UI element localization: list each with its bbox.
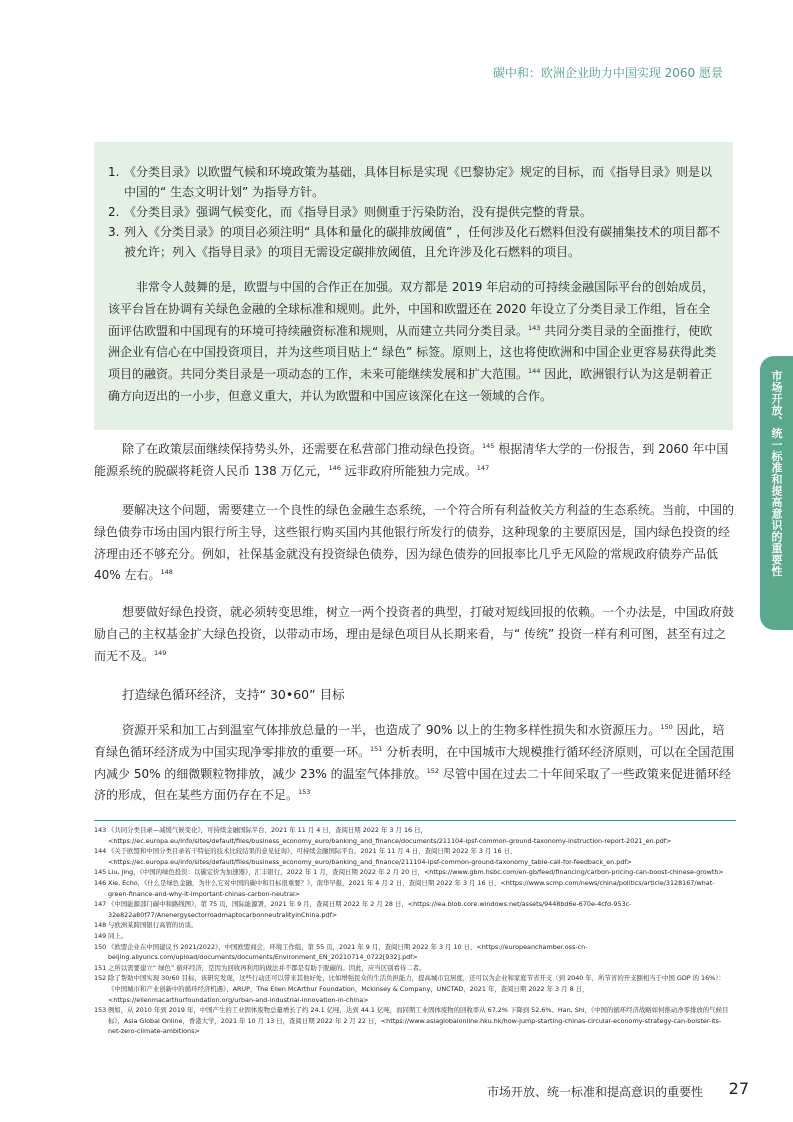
- footnote-number: 144: [94, 847, 107, 856]
- text-run: 因此，欧洲银行认为这是朝着正确方向迈出的一小步，但意义重大，并认为欧盟和中国应该深化在这一领域的合作。: [108, 367, 713, 403]
- footnote-number: 143: [94, 826, 107, 834]
- footnote-text: 与欧洲某跨国银行高管的访谈。: [108, 921, 198, 930]
- footnote-ref[interactable]: 150: [660, 723, 673, 731]
- list-text: 列入《分类目录》的项目必须注明“ 具体和量化的碳排放阈值” ，任何涉及化石燃料但没有碳捕集技术的项目都不被允许；列入《指导目录》的项目无需设定碳排放阈值，且允许涉及化石燃料的项目。: [124, 225, 721, 259]
- text-run: 除了在政策层面继续保持势头外，还需要在私营部门推动绿色投资。: [122, 442, 483, 456]
- footnote-text: 之所以需要建立“ 绿色” 循环经济，是因为回收再利用的做法并不都是有助于脱碳的。因此，应当区别看待二者。: [108, 963, 426, 972]
- footnote: [94, 899, 734, 920]
- body-paragraph-1: [94, 439, 736, 483]
- list-number: 2.: [108, 205, 120, 219]
- body-paragraph-3: [94, 602, 736, 667]
- highlight-box: [94, 142, 733, 430]
- body-paragraph-2: [94, 500, 736, 587]
- list-number: 1.: [108, 165, 120, 179]
- footnote: [94, 867, 734, 878]
- footnote-number: 152: [94, 974, 107, 983]
- body-paragraph-4: [94, 720, 736, 807]
- footnote: [94, 920, 734, 931]
- footnote-text[interactable]: 例如，从 2010 年到 2019 年，中国产生的工业固体废物总量增长了约 24.1 亿吨，达到 44.1 亿吨，而同期工业固体废物的回收率从 67.2% 下降到 52.6%。Han, Shi，《中国的循环经济战略如何推动净零排放的气候目标》，Asia Global Online，香港大学，2021 年 10 月 13 日，查阅日期 2022 年 2 月 22 日，<https://www.asiaglobalonline.hku.hk/how-jump-starting-chinas-circular-economy-strategy-can-bolster-its-net-zero-climate-ambitions>: [108, 1006, 729, 1036]
- footnote: [94, 963, 734, 974]
- footnote-ref[interactable]: 145: [482, 442, 495, 450]
- footnote-number: 147: [94, 900, 107, 909]
- footnote-ref[interactable]: 152: [426, 766, 440, 775]
- footnote-ref[interactable]: 149: [154, 648, 167, 657]
- text-run: 因此，培育绿色循环经济成为中国实现净零排放的重要一环。: [94, 723, 725, 759]
- footnote-number: 149: [94, 931, 107, 940]
- footnote-number: 153: [94, 1006, 107, 1015]
- footnote: [94, 1005, 734, 1037]
- footnote-divider: [94, 820, 736, 821]
- list-text: 《分类目录》强调气候变化，而《指导目录》则侧重于污染防治，没有提供完整的背景。: [124, 205, 593, 219]
- list-number: 3.: [108, 225, 120, 239]
- list-item: [108, 222, 722, 262]
- footnote-number: 148: [94, 921, 107, 930]
- footnote-ref[interactable]: 147: [476, 463, 490, 472]
- footnote: [94, 942, 734, 963]
- list-item: [108, 162, 722, 202]
- text-run: 要解决这个问题，需要建立一个良性的绿色金融生态系统，一个符合所有利益攸关方利益的生态系统。当前，中国的绿色债券市场由国内银行所主导，这些银行购买国内其他银行所发行的债券，这种现象的主要原因是，国内绿色投资的经济理由还不够充分。例如，社保基金就没有投资绿色债券，因为绿色债券的回报率比几乎无风险的常规政府债券产品低 40% 左右。: [94, 503, 735, 583]
- footnote-text: 同上。: [108, 931, 128, 940]
- footnote-number: 151: [94, 963, 107, 972]
- footnote-ref[interactable]: 143: [528, 323, 541, 332]
- footnote-ref[interactable]: 151: [370, 744, 383, 753]
- running-header: 碳中和：欧洲企业助力中国实现 2060 愿景: [492, 66, 723, 80]
- footnote: [94, 846, 734, 867]
- page-number: 27: [728, 1079, 749, 1098]
- footnote-ref[interactable]: 144: [528, 367, 541, 376]
- text-run: 共同分类目录的全面推行，使欧洲企业有信心在中国投资项目，并为这些项目贴上“ 绿色” 标签。原则上，这也将使欧洲和中国企业更容易获得此类项目的融资。共同分类目录是一项动态的工作，未来可能继续发展和扩大范围。: [108, 323, 717, 382]
- footnote: [94, 878, 734, 899]
- footnote-text[interactable]: 《共同分类目录—减缓气候变化》，可持续金融国际平台，2021 年 11 月 4 日，查阅日期 2022 年 3 月 16 日，<https://ec.europa.eu/info/sites/default/files/business_economy_euro/banking_and_finance/documents/211104-ipsf-common-ground-taxonomy-instruction-report-2021_en.pdf>: [108, 826, 672, 845]
- text-run: 尽管中国在过去二十年间采取了一些政策来促进循环经济的形成，但在某些方面仍存在不足。: [94, 766, 731, 803]
- side-tab-label: 市场开放、统一标准和提高意识的重要性: [770, 370, 783, 577]
- list-text: 《分类目录》以欧盟气候和环境政策为基础，具体目标是实现《巴黎协定》规定的目标，而《指导目录》则是以中国的“ 生态文明计划” 为指导方针。: [124, 165, 713, 199]
- footnote-number: 145: [94, 868, 107, 877]
- footnote-ref[interactable]: 146: [328, 463, 341, 472]
- footnote-text[interactable]: 除了帮助中国实现 30/60 目标，该研究发现，这些行动还可以带来其他好处，比如增强民众的生活负担能力，提高城市宜居度，还可以为企业和家庭节省开支（到 2040 年，所节省的开支额相当于中国 GDP 的 16%）：《中国城市和产业创新中的循环经济机遇》，ARUP，The Ellen McArthur Foundation，Mckinsey & Company，UNCTAD，2021 年，查阅日期 2022 年 3 月 8 日，<https://ellenmacarthurfoundation.org/urban-and-industrial-innovation-in-china>: [108, 974, 725, 1004]
- text-run: 资源开采和加工占到温室气体排放总量的一半，也造成了 90% 以上的生物多样性损失和水资源压力。: [122, 723, 661, 737]
- footnote: [94, 931, 734, 942]
- text-run: 非常令人鼓舞的是，欧盟与中国的合作正在加强。双方都是 2019 年启动的可持续金融国际平台的创始成员，该平台旨在协调有关绿色金融的全球标准和规则。此外，中国和欧盟还在 2020 年设立了分类目录工作组，旨在全面评估欧盟和中国现有的环境可持续融资标准和规则，从而建立共同分类目录。: [108, 280, 715, 338]
- footnote: [94, 825, 734, 846]
- list-item: [108, 202, 722, 222]
- footnotes: [94, 825, 734, 1037]
- chapter-side-tab[interactable]: [760, 356, 793, 630]
- footnote-number: 150: [94, 942, 107, 951]
- text-run: 分析表明，在中国城市大规模推行循环经济原则，可以在全国范围内减少 50% 的细微颗粒物排放，减少 23% 的温室气体排放。: [94, 744, 735, 781]
- footnote-text[interactable]: Liu, Jing，《中国的绿色投资：以碳定价为加速器》，汇丰银行，2022 年 1 月，查阅日期 2022 年 2 月 20 日，<https://www.gbm.hsbc.com/en-gb/feed/financing/carbon-pricing-can-boost-chinese-growth>: [108, 868, 724, 877]
- text-run: 远非政府所能独力完成。: [340, 463, 477, 478]
- section-heading: 打造绿色循环经济，支持“ 30•60” 目标: [122, 687, 345, 702]
- footnote-text[interactable]: 《关于欧盟和中国分类目录若干特征的技术比较结果的意见征询》，可持续金融国际平台，2021 年 11 月 4 日，查阅日期 2022 年 3 月 16 日，<https://ec.europa.eu/info/sites/default/files/business_economy_euro/banking_and_finance/211104-ipsf-common-ground-taxonomy_table-call-for-feedback_en.pdf>: [108, 847, 632, 866]
- running-footer: 市场开放、统一标准和提高意识的重要性: [486, 1085, 703, 1099]
- footnote: [94, 973, 734, 1005]
- footnote-number: 146: [94, 878, 107, 887]
- footnote-text[interactable]: Xie, Echo，《什么是绿色金融，为什么它对中国的碳中和目标很重要？》，南华早报，2021 年 4 月 2 日，查阅日期 2022 年 3 月 16 日，<https://www.scmp.com/news/china/politics/article/3128167/what-green-finance-and-why-it-important-chinas-carbon-neutral>: [108, 878, 715, 898]
- box-paragraph: [108, 277, 720, 408]
- footnote-ref[interactable]: 153: [298, 788, 311, 797]
- text-run: 根据清华大学的一份报告，到 2060 年中国能源系统的脱碳将耗资人民币 138 万亿元，: [94, 442, 729, 478]
- text-run: 想要做好绿色投资，就必须转变思维，树立一两个投资者的典型，打破对短线回报的依赖。一个办法是，中国政府鼓励自己的主权基金扩大绿色投资，以带动市场，理由是绿色项目从长期来看，与“ 传统” 投资一样有利可图，甚至有过之而无不及。: [94, 605, 735, 663]
- comparison-list: [108, 162, 722, 262]
- footnote-text[interactable]: 《中国能源部门碳中和路线图》，第 75 页，国际能源署，2021 年 9 月，查阅日期 2022 年 2 月 28 日，<https://iea.blob.core.windows.net/assets/9448bd6e-670e-4cfd-953c-32e822a80f77/AnenergysectorroadmaptocarbonneutralityinChina.pdf>: [108, 900, 632, 919]
- footnote-text[interactable]: 《欧盟企业在中国建议书 2021/2022》，中国欧盟商会，环境工作组，第 55 页，2021 年 9 月，查阅日期 2022 年 3 月 10 日，<https://europeanchamber.oss-cn-beijing.aliyuncs.com/upload/documents/documents/Environment_EN_20210714_0722[932].pdf>: [108, 942, 588, 962]
- footnote-ref[interactable]: 148: [160, 568, 173, 577]
